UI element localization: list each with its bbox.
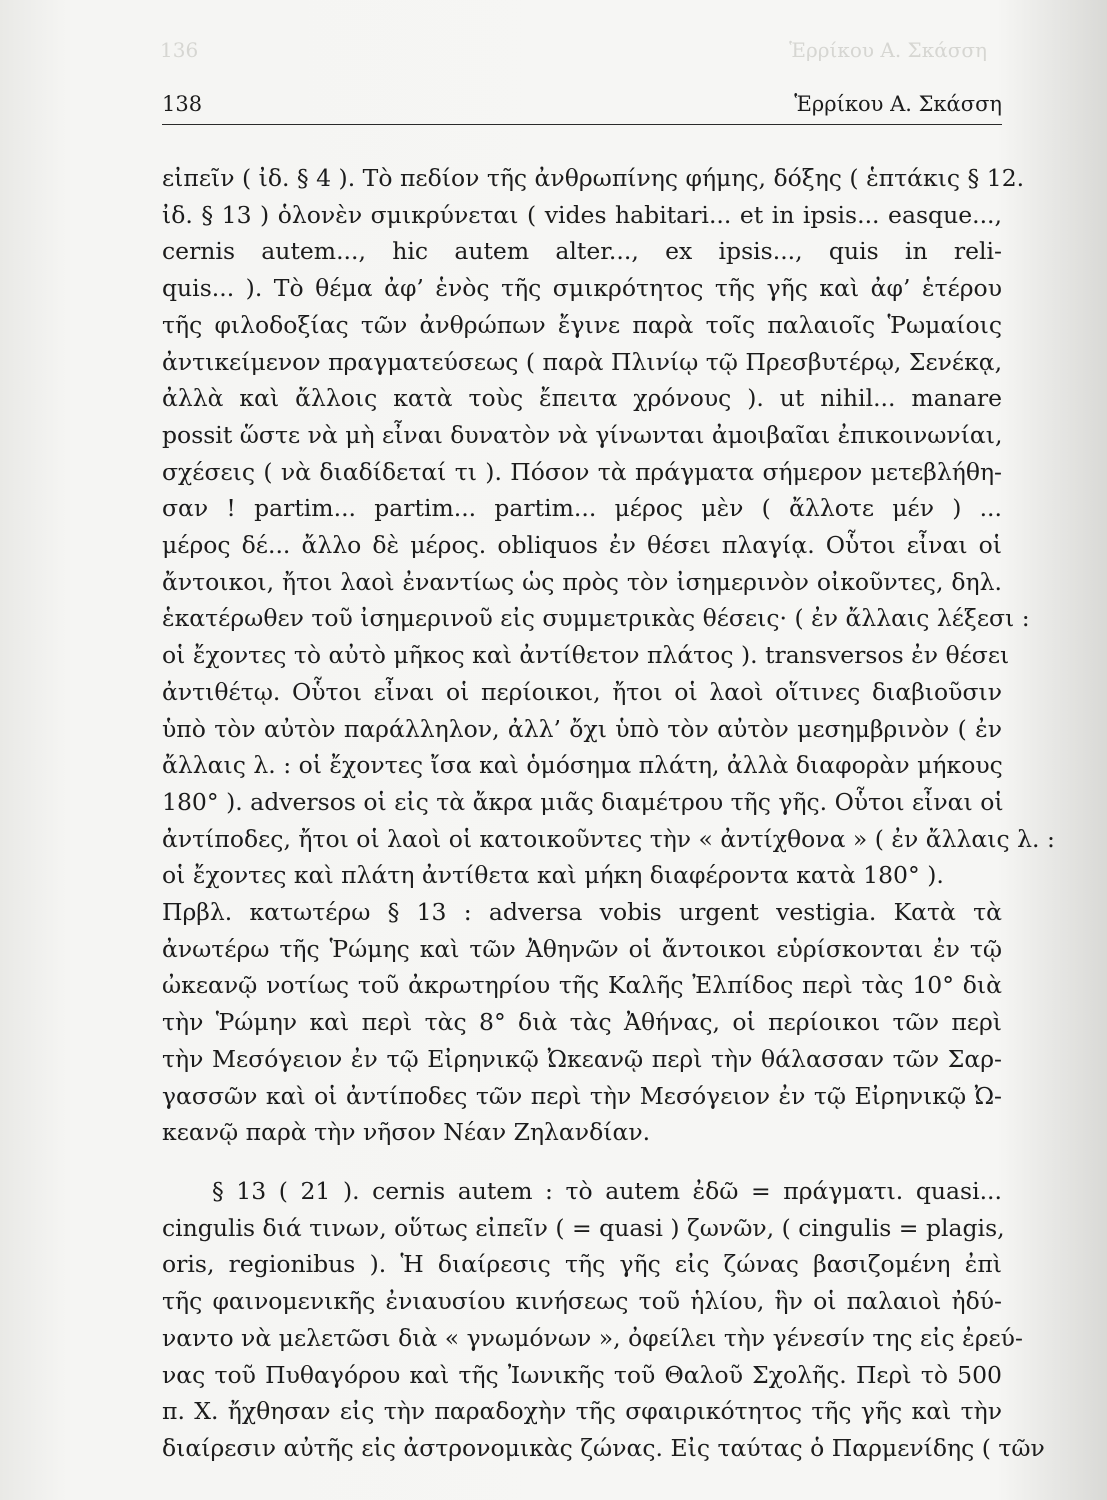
paragraph-1 — [162, 160, 1055, 1151]
text-line: μέρος δέ... ἄλλο δὲ μέρος. obliquos ἐν θέσει πλαγίᾳ. Οὗτοι εἶναι οἱ — [162, 531, 1002, 560]
text-line: possit ὥστε νὰ μὴ εἶναι δυνατὸν νὰ γίνωνται ἀμοιβαῖαι ἐπικοινωνίαι, — [162, 420, 1003, 449]
text-line: ἄλλαις λ. : οἱ ἔχοντες ἴσα καὶ ὁμόσημα πλάτη, ἀλλὰ διαφορὰν μήκους — [162, 751, 1003, 780]
bleed-through-header — [160, 38, 987, 62]
text-line: cingulis διά τινων, οὕτως εἰπεῖν ( = quasi ) ζωνῶν, ( cingulis = plagis, — [162, 1213, 1005, 1242]
text-line: ἀντιθέτῳ. Οὗτοι εἶναι οἱ περίοικοι, ἤτοι οἱ λαοὶ οἵτινες διαβιοῦσιν — [162, 677, 1002, 706]
text-line: § 13 ( 21 ). cernis autem : τὸ autem ἐδῶ = πράγματι. quasi... — [212, 1176, 1002, 1205]
ghost-running-title: Ἑρρίκου Α. Σκάσση — [789, 38, 987, 62]
ghost-page-number: 136 — [160, 38, 199, 62]
text-line: τὴν Μεσόγειον ἐν τῷ Εἰρηνικῷ Ὠκεανῷ περὶ τὴν θάλασσαν τῶν Σαρ- — [162, 1044, 1002, 1073]
text-line: τῆς φαινομενικῆς ἐνιαυσίου κινήσεως τοῦ ἡλίου, ἣν οἱ παλαιοὶ ἠδύ- — [162, 1287, 1002, 1316]
text-line: ὑπὸ τὸν αὐτὸν παράλληλον, ἀλλ’ ὄχι ὑπὸ τὸν αὐτὸν μεσημβρινὸν ( ἐν — [162, 714, 1002, 743]
running-title: Ἑρρίκου Α. Σκάσση — [794, 92, 1002, 116]
text-line: ἀντίποδες, ἤτοι οἱ λαοὶ οἱ κατοικοῦντες τὴν « ἀντίχθονα » ( ἐν ἄλλαις λ. : — [162, 824, 1055, 853]
text-line: ἑκατέρωθεν τοῦ ἰσημερινοῦ εἰς συμμετρικὰς θέσεις· ( ἐν ἄλλαις λέξεσι : — [162, 604, 1030, 633]
text-line: ἀνωτέρω τῆς Ῥώμης καὶ τῶν Ἀθηνῶν οἱ ἄντοικοι εὑρίσκονται ἐν τῷ — [162, 934, 1002, 963]
text-line: οἱ ἔχοντες καὶ πλάτη ἀντίθετα καὶ μήκη διαφέροντα κατὰ 180° ). — [162, 861, 944, 890]
text-line: ἀλλὰ καὶ ἄλλοις κατὰ τοὺς ἔπειτα χρόνους ). ut nihil... manare — [162, 384, 1002, 413]
text-line: σχέσεις ( νὰ διαδίδεταί τι ). Πόσον τὰ πράγματα σήμερον μετεβλήθη- — [162, 457, 1002, 486]
text-line: ὠκεανῷ νοτίως τοῦ ἀκρωτηρίου τῆς Καλῆς Ἐλπίδος περὶ τὰς 10° διὰ — [162, 971, 1002, 1000]
text-line: ἀντικείμενον πραγματεύσεως ( παρὰ Πλινίῳ τῷ Πρεσβυτέρῳ, Σενέκᾳ, — [162, 347, 1003, 376]
text-line: γασσῶν καὶ οἱ ἀντίποδες τῶν περὶ τὴν Μεσόγειον ἐν τῷ Εἰρηνικῷ Ὠ- — [162, 1081, 1002, 1110]
paragraph-gap — [162, 1151, 1002, 1173]
text-line: τῆς φιλοδοξίας τῶν ἀνθρώπων ἔγινε παρὰ τοῖς παλαιοῖς Ῥωμαίοις — [162, 310, 1002, 339]
paragraph-2 — [162, 1173, 1045, 1467]
text-line: ναντο νὰ μελετῶσι διὰ « γνωμόνων », ὀφείλει τὴν γένεσίν της εἰς ἐρεύ- — [162, 1323, 1023, 1352]
text-line: οἱ ἔχοντες τὸ αὐτὸ μῆκος καὶ ἀντίθετον πλάτος ). transversos ἐν θέσει — [162, 641, 1010, 670]
text-line: 180° ). adversos οἱ εἰς τὰ ἄκρα μιᾶς διαμέτρου τῆς γῆς. Οὗτοι εἶναι οἱ — [162, 787, 1004, 816]
text-line: εἰπεῖν ( ἰδ. § 4 ). Τὸ πεδίον τῆς ἀνθρωπίνης φήμης, δόξης ( ἑπτάκις § 12. — [162, 164, 1025, 192]
header-rule — [162, 124, 1002, 125]
text-line: τὴν Ῥώμην καὶ περὶ τὰς 8° διὰ τὰς Ἀθήνας, οἱ περίοικοι τῶν περὶ — [162, 1008, 1002, 1037]
text-line: ἰδ. § 13 ) ὁλονὲν σμικρύνεται ( vides habitari... et in ipsis... easque..., — [162, 200, 1002, 229]
text-line: quis... ). Τὸ θέμα ἀφ’ ἑνὸς τῆς σμικρότητος τῆς γῆς καὶ ἀφ’ ἑτέρου — [162, 274, 1002, 303]
text-line: cernis autem..., hic autem alter..., ex ipsis..., quis in reli- — [162, 237, 1002, 266]
text-line: διαίρεσιν αὐτῆς εἰς ἀστρονομικὰς ζώνας. Εἰς ταύτας ὁ Παρμενίδης ( τῶν — [162, 1433, 1045, 1462]
page-body — [162, 160, 1055, 1467]
text-line: Πρβλ. κατωτέρω § 13 : adversa vobis urgent vestigia. Κατὰ τὰ — [162, 898, 1002, 927]
text-line: π. Χ. ἤχθησαν εἰς τὴν παραδοχὴν τῆς σφαιρικότητος τῆς γῆς καὶ τὴν — [162, 1397, 1002, 1426]
text-line: oris, regionibus ). Ἡ διαίρεσις τῆς γῆς εἰς ζώνας βασιζομένη ἐπὶ — [162, 1250, 1002, 1279]
text-line: ἄντοικοι, ἤτοι λαοὶ ἐναντίως ὡς πρὸς τὸν ἰσημερινὸν οἰκοῦντες, δηλ. — [162, 567, 1002, 596]
page-number: 138 — [162, 92, 203, 116]
text-line: κεανῷ παρὰ τὴν νῆσον Νέαν Ζηλανδίαν. — [162, 1118, 651, 1147]
text-line: νας τοῦ Πυθαγόρου καὶ τῆς Ἰωνικῆς τοῦ Θαλοῦ Σχολῆς. Περὶ τὸ 500 — [162, 1360, 1002, 1389]
page-header — [162, 92, 1002, 116]
text-line: σαν ! partim... partim... partim... μέρος μὲν ( ἄλλοτε μέν ) ... — [162, 494, 1002, 523]
